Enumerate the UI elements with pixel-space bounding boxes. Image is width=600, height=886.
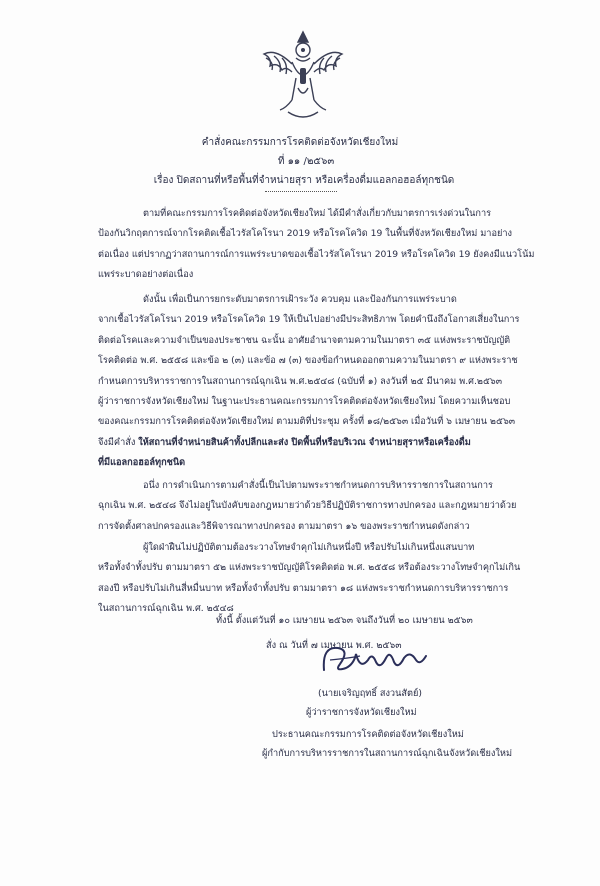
paragraph-4 <box>98 538 538 620</box>
text-line: ผู้ว่าราชการจังหวัดเชียงใหม่ ในฐานะประธานคณะกรรมการโรคติดต่อจังหวัดเชียงใหม่ โดยความเห็นชอบ <box>98 396 511 408</box>
text-line: การจัดตั้งศาลปกครองและวิธีพิจารณาทางปกครอง ตามมาตรา ๑๖ ของพระราชกำหนดดังกล่าว <box>98 520 470 532</box>
paragraph-2 <box>98 290 538 474</box>
order-subject: เรื่อง ปิดสถานที่หรือพื้นที่จำหน่ายสุรา หรือเครื่องดื่มแอลกอฮอล์ทุกชนิด <box>153 175 455 186</box>
order-line <box>98 433 538 453</box>
signature-icon <box>320 640 428 676</box>
order-prefix: จึงมีคำสั่ง <box>98 436 136 448</box>
paragraph-3 <box>98 476 538 537</box>
text-line: หรือทั้งจำทั้งปรับ ตามมาตรา ๕๒ แห่งพระราชบัญญัติโรคติดต่อ พ.ศ. ๒๕๕๘ หรือต้องระวางโทษจำคุกไม่เกิน <box>98 562 521 574</box>
text-line: อนึ่ง การดำเนินการตามคำสั่งนี้เป็นไปตามพระราชกำหนดการบริหารราชการในสถานการ <box>143 480 493 491</box>
effective-date: ทั้งนี้ ตั้งแต่วันที่ ๑๐ เมษายน ๒๕๖๓ จนถึงวันที่ ๒๐ เมษายน ๒๕๖๓ <box>216 615 473 626</box>
text-line: ฉุกเฉิน พ.ศ. ๒๕๔๘ จึงไม่อยู่ในบังคับของกฎหมายว่าด้วยวิธีปฏิบัติราชการทางปกครอง และกฎหมายว่าด้วย <box>98 500 517 512</box>
signatory-name: (นายเจริญฤทธิ์ สงวนสัตย์) <box>318 688 422 699</box>
order-text-bold: ให้สถานที่จำหน่ายสินค้าทั้งปลีกและส่ง ปิดพื้นที่หรือบริเวณ จำหน่ายสุราหรือเครื่องดื่ม <box>138 436 471 448</box>
text-line: แพร่ระบาดอย่างต่อเนื่อง <box>98 269 194 281</box>
text-line: ต่อเนื่อง แต่ปรากฏว่าสถานการณ์การแพร่ระบาดของเชื้อไวรัสโคโรนา 2019 หรือโรคโควิด 19 ยังคงมีแนวโน้ม <box>98 248 535 260</box>
text-line: ตามที่คณะกรรมการโรคติดต่อจังหวัดเชียงใหม่ ได้มีคำสั่งเกี่ยวกับมาตรการเร่งด่วนในการ <box>143 208 492 219</box>
text-line: ของคณะกรรมการโรคติดต่อจังหวัดเชียงใหม่ ตามมติที่ประชุม ครั้งที่ ๑๘/๒๕๖๓ เมื่อวันที่ ๖ เมษายน ๒๕๖๓ <box>98 416 516 428</box>
text-line: สองปี หรือปรับไม่เกินสี่หมื่นบาท หรือทั้งจำทั้งปรับ ตามมาตรา ๑๘ แห่งพระราชกำหนดการบริหารราชการ <box>98 582 509 594</box>
signatory-position: ผู้กำกับการบริหารราชการในสถานการณ์ฉุกเฉินจังหวัดเชียงใหม่ <box>262 748 513 759</box>
signatory-position: ผู้ว่าราชการจังหวัดเชียงใหม่ <box>306 707 417 718</box>
text-line: ผู้ใดฝ่าฝืนไม่ปฏิบัติตามต้องระวางโทษจำคุกไม่เกินหนึ่งปี หรือปรับไม่เกินหนึ่งแสนบาท <box>143 542 475 553</box>
order-date: สั่ง ณ วันที่ ๗ เมษายน พ.ศ. ๒๕๖๓ <box>266 640 402 651</box>
text-line: ในสถานการณ์ฉุกเฉิน พ.ศ. ๒๕๔๘ <box>98 603 234 615</box>
paragraph-1 <box>98 204 538 286</box>
order-title: คำสั่งคณะกรรมการโรคติดต่อจังหวัดเชียงใหม่ <box>201 137 399 148</box>
text-line: ดังนั้น เพื่อเป็นการยกระดับมาตรการเฝ้าระวัง ควบคุม และป้องกันการแพร่ระบาด <box>143 294 457 305</box>
text-line: กำหนดการบริหารราชการในสถานการณ์ฉุกเฉิน พ.ศ.๒๕๔๘ (ฉบับที่ ๑) ลงวันที่ ๒๕ มีนาคม พ.ศ.๒๕๖๓ <box>98 375 503 387</box>
text-line: ป้องกันวิกฤตการณ์จากโรคติดเชื้อไวรัสโคโรนา 2019 หรือโรคโควิด 19 ในพื้นที่จังหวัดเชียงใหม่ มาอย่าง <box>98 228 512 240</box>
text-line: จากเชื้อไวรัสโคโรนา 2019 หรือโรคโควิด 19 ให้เป็นไปอย่างมีประสิทธิภาพ โดยคำนึงถึงโอกาสเสี่ยงในการ <box>98 314 520 326</box>
order-text-bold: ที่มีแอลกอฮอล์ทุกชนิด <box>98 457 186 469</box>
text-line: ติดต่อโรคและความจำเป็นของประชาชน ฉะนั้น อาศัยอำนาจตามความในมาตรา ๓๕ แห่งพระราชบัญญัติ <box>98 334 511 346</box>
text-line: โรคติดต่อ พ.ศ. ๒๕๕๘ และข้อ ๒ (๓) และข้อ ๗ (๓) ของข้อกำหนดออกตามความในมาตรา ๙ แห่งพระราช <box>98 355 518 367</box>
order-number: ที่ ๑๑ /๒๕๖๓ <box>277 156 335 167</box>
garuda-emblem-icon <box>258 28 348 124</box>
divider <box>265 191 337 192</box>
signatory-position: ประธานคณะกรรมการโรคติดต่อจังหวัดเชียงใหม่ <box>272 729 464 740</box>
